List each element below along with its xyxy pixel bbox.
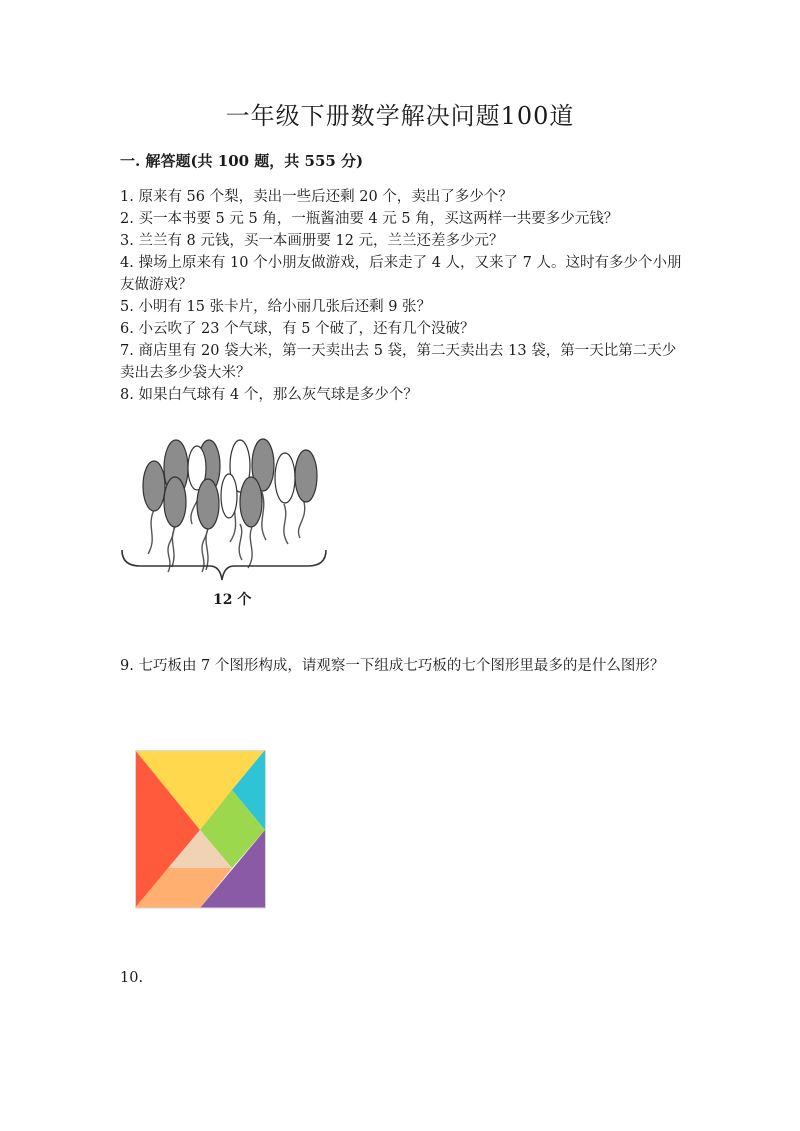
- question-3: 3. 兰兰有 8 元钱，买一本画册要 12 元，兰兰还差多少元？: [120, 233, 504, 249]
- question-8: 8. 如果白气球有 4 个，那么灰气球是多少个？: [120, 387, 418, 403]
- question-9: 9. 七巧板由 7 个图形构成，请观察一下组成七巧板的七个图形里最多的是什么图形？: [120, 658, 665, 674]
- question-6: 6. 小云吹了 23 个气球，有 5 个破了，还有几个没破？: [120, 321, 475, 337]
- gray-balloon: [295, 450, 317, 502]
- gray-balloon: [240, 477, 262, 527]
- brace-icon: [122, 550, 326, 580]
- balloon-string: [284, 504, 288, 544]
- question-1: 1. 原来有 56 个梨，卖出一些后还剩 20 个，卖出了多少个？: [120, 189, 513, 205]
- white-balloon: [275, 453, 295, 503]
- question-4: 4. 操场上原来有 10 个小朋友做游戏，后来走了 4 人，又来了 7 人。这时有多少个小朋友做游戏？: [120, 255, 682, 293]
- tangram-figure: [135, 750, 267, 910]
- balloon-string: [148, 510, 154, 554]
- gray-balloon: [164, 477, 186, 527]
- gray-balloon: [197, 479, 219, 529]
- question-list: [120, 186, 690, 406]
- balloon-string: [248, 527, 252, 568]
- balloon-string: [298, 502, 304, 538]
- question-5: 5. 小明有 15 张卡片，给小丽几张后还剩 9 张？: [120, 299, 432, 315]
- balloon-string: [172, 527, 175, 567]
- question-10: 10.: [120, 970, 144, 986]
- balloon-total-label: 12 个: [213, 592, 252, 608]
- question-2: 2. 买一本书要 5 元 5 角，一瓶酱油要 4 元 5 角，买这两样一共要多少元钱？: [120, 211, 619, 227]
- section-heading: 一. 解答题(共 100 题，共 555 分): [120, 152, 364, 170]
- question-7: 7. 商店里有 20 袋大米，第一天卖出去 5 袋，第二天卖出去 13 袋，第一天比第二天少卖出去多少袋大米？: [120, 343, 677, 381]
- white-balloon: [221, 474, 237, 518]
- balloon-string: [239, 524, 242, 560]
- balloon-string: [206, 529, 208, 570]
- page-title: 一年级下册数学解决问题100道: [225, 102, 575, 130]
- balloons-figure: [118, 432, 338, 612]
- gray-balloon: [143, 461, 165, 511]
